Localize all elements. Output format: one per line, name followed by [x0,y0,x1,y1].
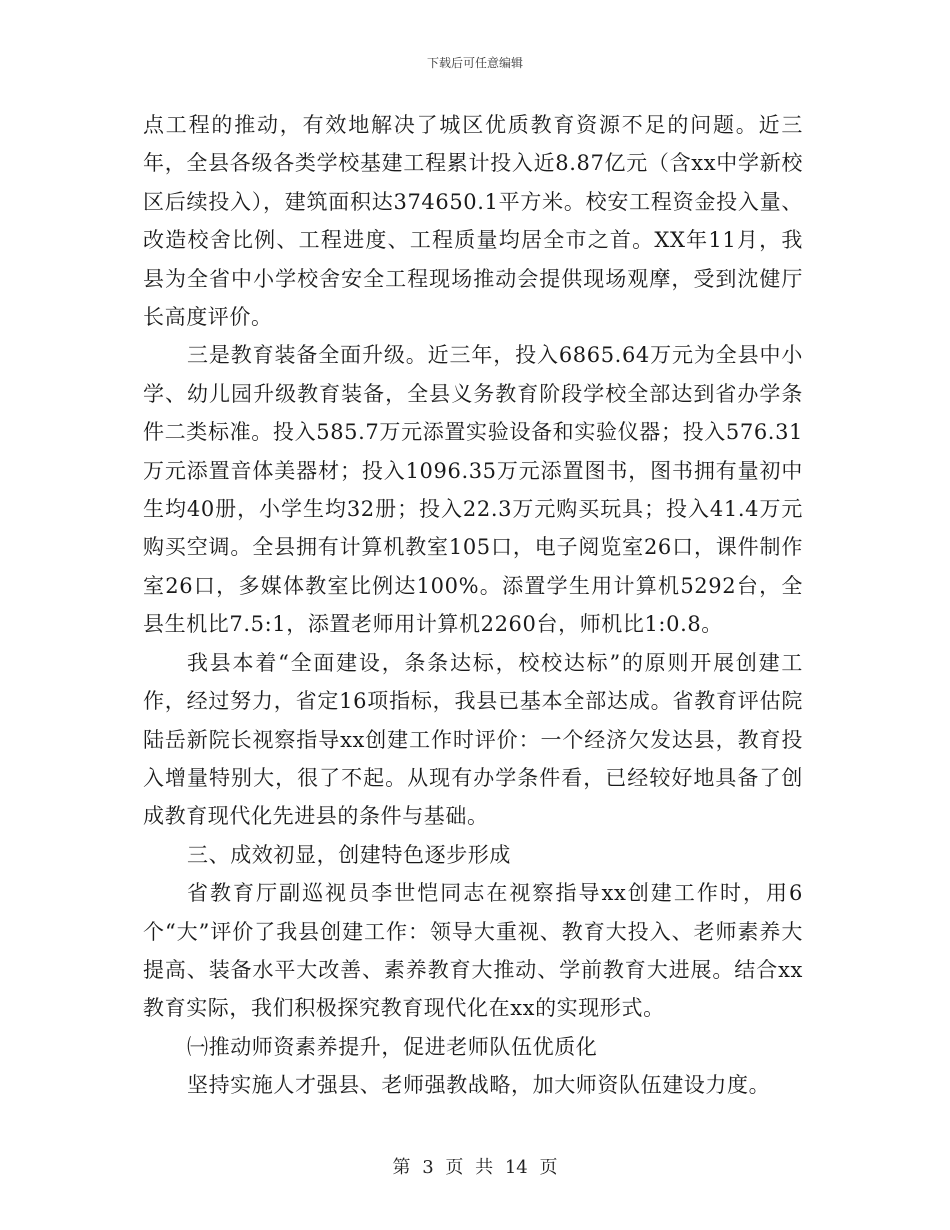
paragraph-3: 我县本着“全面建设，条条达标，校校达标”的原则开展创建工作，经过努力，省定16项指标，我县已基本全部达成。省教育评估院陆岳新院长视察指导xx创建工作时评价：一个经济欠发达县，教育投入增量特别大，很了不起。从现有办学条件看，已经较好地具备了创成教育现代化先进县的条件与基础。 [143,650,803,829]
page-header: 下载后可任意编辑 [426,56,523,70]
subsection-heading: ㈠推动师资素养提升，促进老师队伍优质化 [187,1034,598,1059]
paragraph-4: 省教育厅副巡视员李世恺同志在视察指导xx创建工作时，用6个“大”评价了我县创建工作：领导大重视、教育大投入、老师素养大提高、装备水平大改善、素养教育大推动、学前教育大进展。结合xx教育实际，我们积极探究教育现代化在xx的实现形式。 [143,881,803,1021]
page-footer: 第 3 页 共 14 页 [392,1157,558,1178]
paragraph-1: 点工程的推动，有效地解决了城区优质教育资源不足的问题。近三年，全县各级各类学校基建工程累计投入近8.87亿元（含xx中学新校区后续投入），建筑面积达374650.1平方米。校安工程资金投入量、改造校舍比例、工程进度、工程质量均居全市之首。XX年11月，我县为全省中小学校舍安全工程现场推动会提供现场观摩，受到沈健厅长高度评价。 [143,113,803,330]
document-body [143,106,803,1105]
paragraph-2: 三是教育装备全面升级。近三年，投入6865.64万元为全县中小学、幼儿园升级教育装备，全县义务教育阶段学校全部达到省办学条件二类标准。投入585.7万元添置实验设备和实验仪器；投入576.31万元添置音体美器材；投入1096.35万元添置图书，图书拥有量初中生均40册，小学生均32册；投入22.3万元购买玩具；投入41.4万元购买空调。全县拥有计算机教室105口，电子阅览室26口，课件制作室26口，多媒体教室比例达100%。添置学生用计算机5292台，全县生机比7.5:1，添置老师用计算机2260台，师机比1:0.8。 [143,343,803,637]
paragraph-5: 坚持实施人才强县、老师强教战略，加大师资队伍建设力度。 [187,1073,771,1098]
section-heading: 三、成效初显，创建特色逐步形成 [187,842,511,867]
